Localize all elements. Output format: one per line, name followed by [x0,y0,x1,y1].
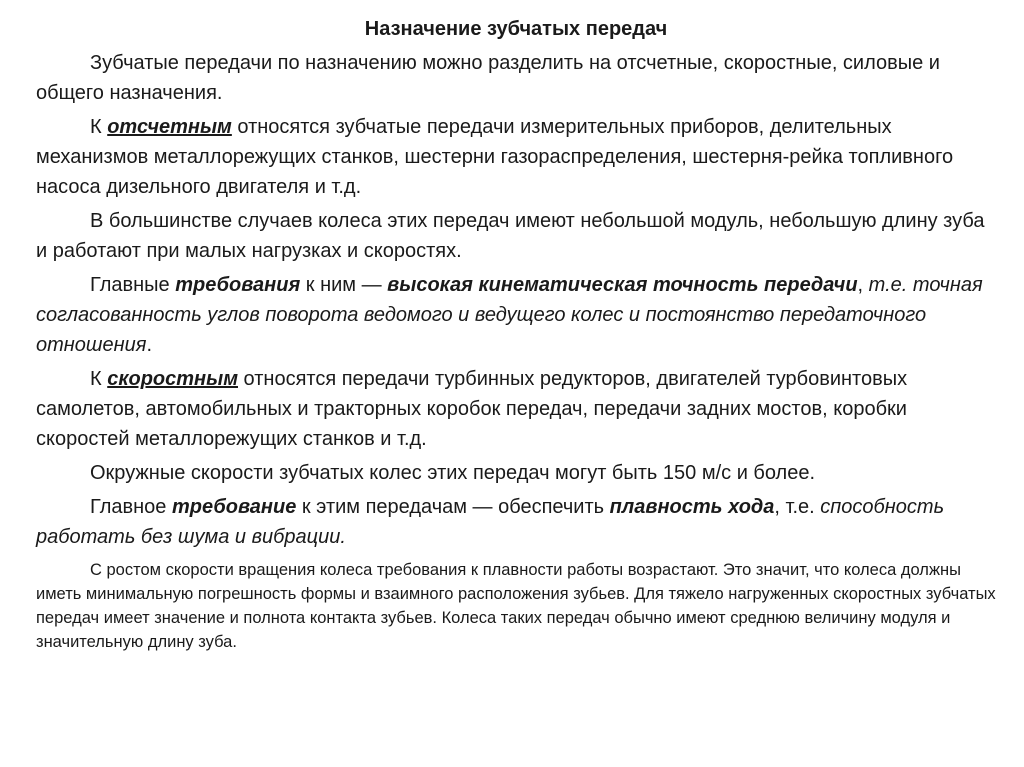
paragraph-purpose-classification: Зубчатые передачи по назначению можно разделить на отсчетные, скоростные, силовые и общего назначения. [36,52,940,104]
term-kinematic-accuracy: высокая кинематическая точность передачи [387,274,858,296]
term-reading: отсчетным [107,116,232,138]
term-requirement: требование [171,496,297,518]
text-fragment: К [90,368,108,390]
text-fragment: относятся передачи турбинных редукторов, двигателей турбовинтовых самолетов, автомобильных и тракторных коробок передач, передачи задних мостов, коробки скоростей металлорежущих станков и т.д. [36,368,908,450]
term-speed: скоростным [107,368,238,390]
paragraph-speed-gears [36,364,996,454]
paragraph-reading-gears-requirements [36,270,996,360]
paragraph-speed-gears-velocity: Окружные скорости зубчатых колес этих передач могут быть 150 м/с и более. [90,462,816,484]
term-smoothness: плавность хода [609,496,775,518]
text-fragment: , т.е. [774,496,821,518]
text-fragment: , [857,274,869,296]
text-fragment: Главные [90,274,176,296]
paragraph-reading-gears-properties: В большинстве случаев колеса этих передач имеют небольшой модуль, небольшую длину зуба и работают при малых нагрузках и скоростях. [36,210,985,262]
paragraph-speed-gears-details: С ростом скорости вращения колеса требования к плавности работы возрастают. Это значит, что колеса должны иметь минимальную погрешность формы и взаимного расположения зубьев. Для тяжело нагруженных скоростных зубчатых передач имеет значение и полнота контакта зубьев. Колеса таких передач обычно имеют среднюю величину модуля и значительную длину зуба. [36,561,996,651]
text-fragment: . [146,334,153,356]
text-fragment: относятся зубчатые передачи измерительных приборов, делительных механизмов металлорежущих станков, шестерни газораспределения, шестерня-рейка топливного насоса дизельного двигателя и т.д. [36,116,954,198]
italic-explanation: т.е. точная согласованность углов поворота ведомого и ведущего колес и постоянство передаточного отношения [36,274,983,356]
document-page [36,14,996,658]
italic-explanation: способность работать без шума и вибрации. [36,496,945,548]
paragraph-reading-gears [36,112,996,202]
page-title: Назначение зубчатых передач [364,18,668,40]
text-fragment: Главное [90,496,172,518]
text-fragment: К [90,116,108,138]
text-fragment: к этим передачам — обеспечить [296,496,610,518]
text-fragment: к ним — [300,274,388,296]
term-requirements: требования [175,274,301,296]
paragraph-speed-gears-requirement [36,492,996,552]
